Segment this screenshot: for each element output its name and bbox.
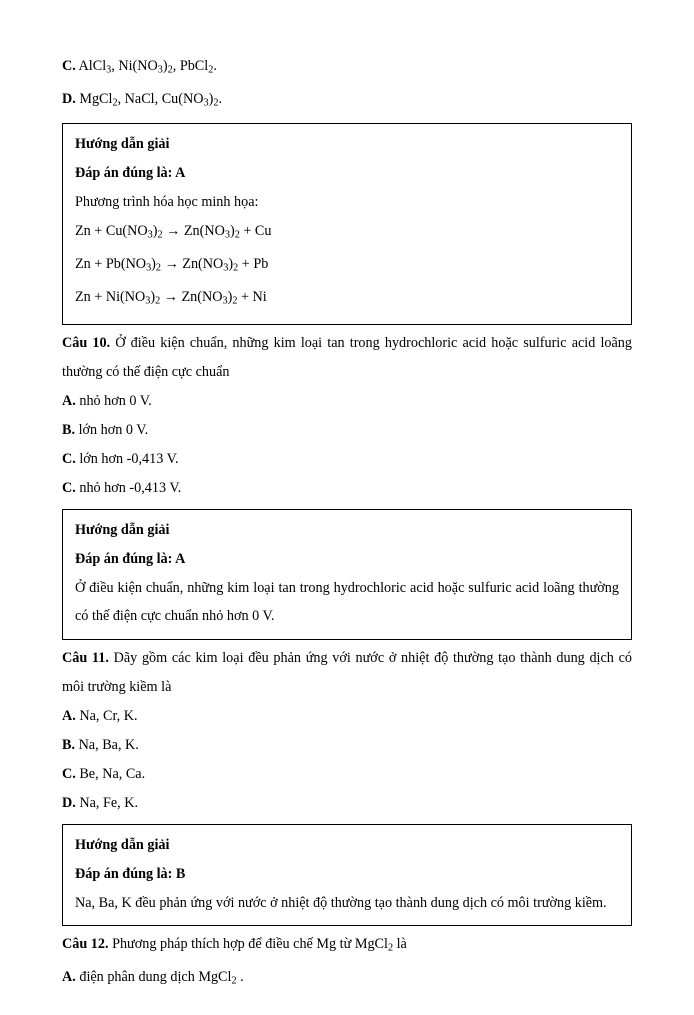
question-paragraph: [62, 329, 632, 387]
option-text: lớn hơn 0 V.: [75, 421, 149, 438]
option-text: nhỏ hơn -0,413 V.: [75, 479, 182, 496]
option-label: C.: [62, 450, 76, 467]
solution-box: [62, 509, 632, 640]
question-number: Câu 12.: [62, 936, 109, 953]
option-label: B.: [62, 421, 76, 438]
option-text: nhỏ hơn 0 V.: [75, 392, 152, 409]
solution-heading: Hướng dẫn giải: [75, 136, 170, 153]
option-text: lớn hơn -0,413 V.: [75, 450, 179, 467]
option-text: Na, Ba, K.: [75, 736, 139, 753]
answer-option: [62, 702, 632, 731]
answer-option: [62, 760, 632, 789]
answer-option: [62, 85, 632, 118]
document-body: [62, 52, 632, 995]
solution-heading: Hướng dẫn giải: [75, 836, 170, 853]
option-label: A.: [62, 707, 76, 724]
answer-option: [62, 731, 632, 760]
option-text: Be, Na, Ca.: [75, 765, 146, 782]
question-paragraph: [62, 930, 632, 963]
answer-option: [62, 416, 632, 445]
option-text: MgCl$_2$, NaCl, $Cu(NO_3)_2$.: [75, 90, 222, 109]
solution-line: Phương trình hóa học minh họa:: [75, 194, 259, 211]
solution-box: [62, 123, 632, 325]
solution-line: Na, Ba, K đều phản ứng với nước ở nhiệt độ thường tạo thành dung dịch có môi trường kiềm.: [75, 894, 607, 911]
answer-option: [62, 52, 632, 85]
option-label: D.: [62, 90, 76, 107]
correct-answer-label: Đáp án đúng là: A: [75, 550, 186, 567]
option-label: A.: [62, 392, 76, 409]
solution-heading: Hướng dẫn giải: [75, 521, 170, 538]
answer-option: [62, 445, 632, 474]
solution-box: [62, 824, 632, 927]
answer-option: [62, 789, 632, 818]
option-label: A.: [62, 968, 76, 985]
correct-answer-label: Đáp án đúng là: B: [75, 865, 186, 882]
answer-option: [62, 387, 632, 416]
question-text: Phương pháp thích hợp để điều chế Mg từ MgCl$_2$ là: [108, 936, 407, 954]
question-number: Câu 11.: [62, 649, 109, 666]
option-label: C.: [62, 58, 76, 74]
question-text: Dãy gồm các kim loại đều phản ứng với nước ở nhiệt độ thường tạo thành dung dịch có môi trường kiềm là: [62, 649, 632, 695]
correct-answer-label: Đáp án đúng là: A: [75, 165, 186, 182]
option-text: Na, Fe, K.: [75, 794, 139, 811]
option-label: D.: [62, 794, 76, 811]
solution-line: $Zn + Pb(NO_3)_2 \to Zn(NO_3)_2 + Pb$: [75, 255, 269, 274]
answer-option: [62, 963, 632, 996]
option-text: Na, Cr, K.: [75, 707, 138, 724]
question-paragraph: [62, 644, 632, 702]
option-label: C.: [62, 765, 76, 782]
answer-option: [62, 474, 632, 503]
solution-line: $Zn + Cu(NO_3)_2 \to Zn(NO_3)_2 + Cu$: [75, 222, 272, 241]
option-label: C.: [62, 479, 76, 496]
question-number: Câu 10.: [62, 334, 111, 351]
option-text: điện phân dung dịch MgCl$_2$ .: [75, 968, 244, 987]
option-label: B.: [62, 736, 76, 753]
solution-line: $Zn + Ni(NO_3)_2 \to Zn(NO_3)_2 + Ni$: [75, 288, 267, 307]
question-text: Ở điều kiện chuẩn, những kim loại tan trong hydrochloric acid hoặc sulfuric acid loãng thường có thế điện cực chuẩn: [62, 334, 632, 380]
option-text: AlCl$_3$, $Ni(NO_3)_2$, PbCl$_2$.: [75, 58, 217, 76]
solution-line: Ở điều kiện chuẩn, những kim loại tan trong hydrochloric acid hoặc sulfuric acid loãng thường có thế điện cực chuẩn nhỏ hơn 0 V.: [75, 579, 619, 625]
